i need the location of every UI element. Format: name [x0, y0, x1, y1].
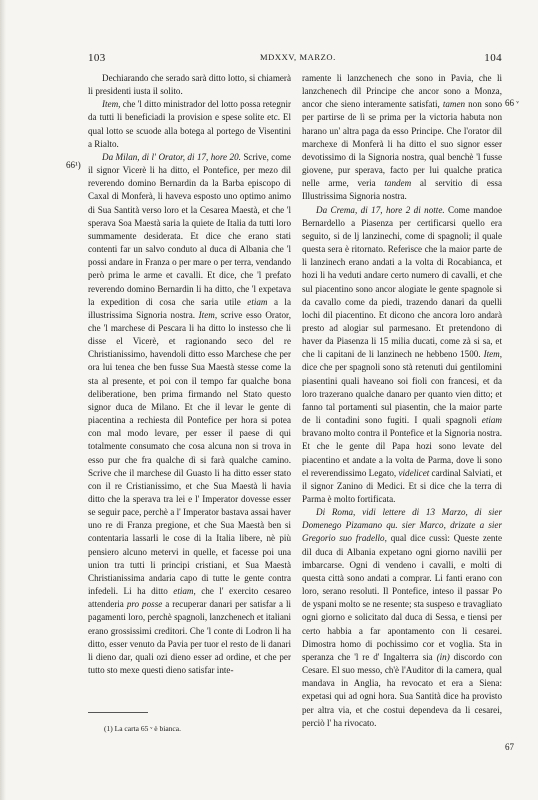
entry-crema: [302, 204, 502, 507]
right-column: [302, 72, 502, 730]
latin-word: tandem: [384, 178, 412, 189]
footnote-divider: [88, 712, 148, 713]
paragraph-text: al servitio di essa Illustrissima Signoria nostra.: [302, 178, 502, 202]
latin-word: etiam,: [173, 586, 196, 597]
paragraph-text: cardinal Salviati, et il signor Zanino di Medici. Et si dice che la terra di Parma è molto fortificata.: [302, 467, 503, 504]
footnote: (1) La carta 65 ᵛ è bianca.: [104, 724, 181, 733]
page-gutter-shadow: [0, 0, 6, 800]
paragraph-text: che 'l ditto ministrador del lotto possa retegnir da tutti li beneficiadi la provision e spese solite etc. El qual lotto se scuode alla botega al portego de Visentini a Rialto.: [88, 99, 291, 149]
paragraph-text: che l' exercito cesareo attenderia: [88, 586, 292, 610]
paragraph-text: ramente li lanzchenech che sono in Pavia, che li lanzchenech dil Principe che ancor sono a Monza, ancor che sieno interamente satisfati,: [302, 73, 502, 110]
latin-word: pro posse: [126, 599, 163, 610]
entry-heading: Da Milan, di l' Orator, di 17, hore 20.: [102, 151, 241, 162]
left-column: [88, 72, 291, 677]
latin-word: videlicet: [398, 467, 430, 478]
item-label: Item,: [198, 309, 218, 320]
paragraph-text: Dechiarando che serado sarà ditto lotto, si chiamerà li presidenti iusta il solito.: [88, 73, 291, 97]
paragraph-text: a recuperar danari per satisfar a li pagamenti loro, perchè spagnoli, lanzchenech et italiani erano grossissimi creditori. Che 'l conte di Lodron li ha ditto, esser venuto da Pavia per tuor el resto de li danari li dieno dar, quali ozi dieno esser ad ordine, et che per tutto sto mexe questi dieno satisfar inte-: [88, 599, 292, 676]
paragraph-text: Scrive, come il signor Vicerè li ha ditto, el Pontefice, per mezo dil reverendo domino Bernardin da la Barba episcopo di Caxal di Monferà, li haveva esposto uno optimo animo di Sua Santità verso loro et la Cesarea Maestà, et che 'l sperava Soa Maestà saria la quiete de Italia da tutti loro summamente desiderata. Et dice che erano stati contenti far un salvo conduto al duca di Albania che 'l possi andare in Franza o per mare o per terra, vendando però prima le arme et cavalli. Et dice, che 'l prefato reverendo domino Bernardin li ha ditto, che 'l expetava la expedition di cosa che saria utile: [88, 151, 291, 307]
margin-folio-67-right: 67: [505, 742, 514, 752]
paragraph-lotto-item: [88, 98, 291, 151]
entry-roma: [302, 506, 502, 730]
paragraph-text: a la illustrissima Signoria nostra.: [88, 296, 291, 320]
entry-heading: Di Roma, vidi lettere di 13 Marzo, di sier Domenego Pizamano qu. sier Marco, drizate a sier Gregorio suo fradello,: [302, 507, 502, 544]
paragraph-text: dice che per spagnoli sono stà retenuti dui gentilomini piasentini quali haveano soi fioli con francesi, et da loro trazerano qualche danaro per quanto vien ditto; et fanno tal portamenti sul piasentin, che la maior parte de li contadini sono fugiti. I quali spagnoli: [302, 362, 502, 426]
paragraph-text: Come mandoe Bernardello a Piasenza per certificarsi quello era seguito, si de lj lanzinechi, come di spagnoli; il quale questa sera è ritornato. Referisce che la maior parte de li lanzinech erano andati a la volta di Rocabianca, et hozi li ha veduti andare certo numero di cavalli, et che sul piacentino sono ancor alogiate le gente spagnole si da cavallo come da piedi, trazendo danari da quelli lochi dil piacentino. Et dicono che ancora loro andarà presto ad alogiar sul parmesano. Et pretendono di haver da Piasenza li 15 milia ducati, come zà si sa, et che li capitani de li lanzinech ne hebbeno 1500.: [302, 204, 502, 360]
paragraph-lotto-announce: [88, 72, 291, 98]
entry-milan: [88, 151, 291, 677]
latin-word: tamen: [442, 99, 466, 110]
margin-folio-66-left: 66¹): [66, 160, 81, 170]
margin-folio-66v-right: 66 ᵛ: [505, 98, 519, 108]
paragraph-text: bravano molto contra il Pontefice et la Signoria nostra. Et che le gente dil Papa hozi sono levate del piacentino et andate a la volta de Parma, dove li sono el reverendissimo Legato,: [302, 428, 502, 478]
page-number-right: 104: [484, 52, 502, 64]
latin-word: etiam: [247, 296, 268, 307]
paragraph-text: qual dice cussì: Queste zente dil duca di Albania expetano ogni giorno navilii per imbarcarse. Ogni dì vendeno i cavalli, e molti di questa città sono andati a comprar. Li fanti erano con loro, serano resoluti. Il Pontefice, inteso il passar Po de yspani molto se ne resente; sta suspeso e travagliato ogni giorno e solicitato dal duca di Sessa, e tiensi per certo habbia a far apontamento con li cesarei. Dimostra homo di pochissimo cor et voglia. Sta in speranza che 'l re d' Ingalterra sia: [302, 533, 502, 662]
paragraph-text: scrive esso Orator, che 'l marchese di Pescara li ha ditto lo instesso che li disse el Vicerè, et ragionando seco del re Christianissimo, havendoli ditto esso Marchese che per ora lui tenea che ben fusse Sua Maestà stesse come la sta al presente, et poi con il tempo far qualche bona deliberatione, ben prima firmando nel Stato questo signor duca de Milano. Et che il levar le gente di piacentina a rechiesta dil Pontefice per hora si potea con mal modo levare, per esser il paese di qui totalmente consumato che cosa alcuna non si trova in esso pur che fra qualche dì si farà qualche camino. Scrive che il marchese dil Guasto li ha ditto esser stato con il re Cristianissimo, et che Sua Maestà li havia ditto che la sperava tra lei e l' Imperator dovesse esser se seguir pace, perchè a l' Imperator bastava assai haver uno re di Franza pregione, et che Sua Maestà ben si contentaria lassarli le cose di la Italia libere, nè più pensiero alcuno metervi in quelle, et facesse poi una union tra tutti li principi cristiani, et Sua Maestà Christianissima andaria capo di tutte le gente contra infedeli. Li ha ditto: [88, 309, 291, 597]
paragraph-text: non sono per partirse de lì se prima per la victoria habuta non harano un' altra paga da esso Principe. Che l'orator dil marchexe di Monferà li ha ditto el suo signor esser devotissimo di la Signoria nostra, qual benchè 'l fusse giovene, pur sperava, facto per lui qualche pratica nelle arme, veria: [302, 99, 502, 189]
latin-word: etiam: [481, 415, 502, 426]
item-label: Item,: [102, 99, 121, 110]
running-title: MDXXV, MARZO.: [260, 52, 336, 62]
page-number-left: 103: [88, 52, 106, 64]
paragraph-continued: [302, 72, 502, 204]
item-label: Item,: [483, 349, 502, 360]
running-header: [88, 52, 502, 66]
paragraph-text: discordo con Cesare. El suo messo, ch'è l'Auditor di la camera, qual mandava in Anglia, ha revocato et era a Siena: expetasi qui ad ogni hora. Sua Santità dice ha provisto per altra via, et che costui dependeva da li cesarei, perciò l' ha rivocato.: [302, 651, 503, 728]
latin-word: (in): [436, 651, 450, 662]
entry-heading: Da Crema, di 17, hore 2 di notte.: [316, 204, 445, 215]
